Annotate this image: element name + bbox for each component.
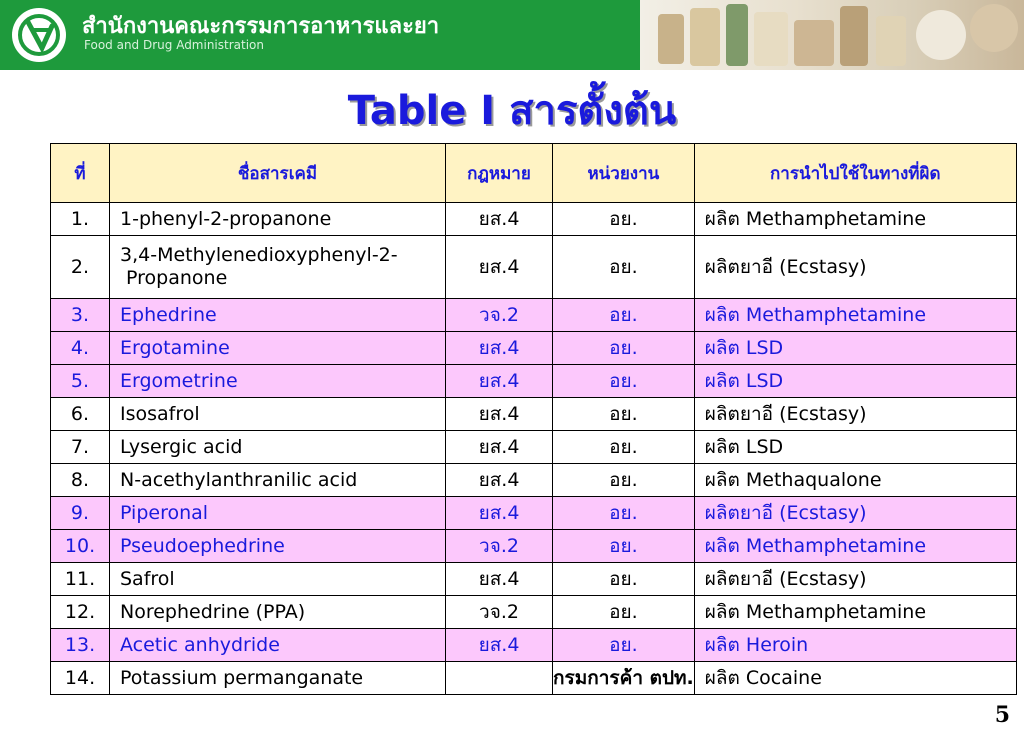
misuse: ผลิต LSD [694, 431, 1016, 464]
table-row-highlighted [51, 365, 1017, 398]
agency: อย. [553, 332, 695, 365]
header-banner [0, 0, 1024, 70]
row-number: 13. [51, 629, 110, 662]
page-number: 5 [994, 702, 1010, 728]
misuse: ผลิต Methaqualone [694, 464, 1016, 497]
misuse: ผลิตยาอี (Ecstasy) [694, 236, 1016, 299]
misuse: ผลิตยาอี (Ecstasy) [694, 563, 1016, 596]
chemical-name: Safrol [110, 563, 446, 596]
header-law: กฎหมาย [446, 144, 553, 203]
agency: อย. [553, 629, 695, 662]
row-number: 11. [51, 563, 110, 596]
table-row [51, 563, 1017, 596]
row-number: 12. [51, 596, 110, 629]
misuse: ผลิต Methamphetamine [694, 530, 1016, 563]
table-row-highlighted [51, 332, 1017, 365]
law-code: วจ.2 [446, 299, 553, 332]
row-number: 14. [51, 662, 110, 695]
table-row-highlighted [51, 497, 1017, 530]
table-row [51, 431, 1017, 464]
law-code: ยส.4 [446, 497, 553, 530]
fda-logo-icon [12, 8, 66, 62]
table-row [51, 203, 1017, 236]
org-name-thai: สำนักงานคณะกรรมการอาหารและยา [82, 14, 440, 39]
row-number: 9. [51, 497, 110, 530]
row-number: 1. [51, 203, 110, 236]
agency: อย. [553, 530, 695, 563]
chemical-name: Ergometrine [110, 365, 446, 398]
row-number: 10. [51, 530, 110, 563]
row-number: 6. [51, 398, 110, 431]
agency: อย. [553, 398, 695, 431]
law-code: ยส.4 [446, 431, 553, 464]
chemical-name: Lysergic acid [110, 431, 446, 464]
agency: อย. [553, 464, 695, 497]
misuse: ผลิต Methamphetamine [694, 203, 1016, 236]
law-code: ยส.4 [446, 332, 553, 365]
chemical-name: 1-phenyl-2-propanone [110, 203, 446, 236]
law-code: ยส.4 [446, 629, 553, 662]
misuse: ผลิต Methamphetamine [694, 299, 1016, 332]
row-number: 7. [51, 431, 110, 464]
table-row [51, 236, 1017, 299]
law-code [446, 662, 553, 695]
medicine-products-image [640, 0, 1024, 70]
agency: อย. [553, 431, 695, 464]
agency: อย. [553, 596, 695, 629]
chemical-name: Ephedrine [110, 299, 446, 332]
row-number: 2. [51, 236, 110, 299]
row-number: 3. [51, 299, 110, 332]
misuse: ผลิต Heroin [694, 629, 1016, 662]
chemical-name: Norephedrine (PPA) [110, 596, 446, 629]
law-code: ยส.4 [446, 464, 553, 497]
row-number: 4. [51, 332, 110, 365]
chemical-name: Pseudoephedrine [110, 530, 446, 563]
table-header-row [51, 144, 1017, 203]
agency: อย. [553, 563, 695, 596]
table-row [51, 464, 1017, 497]
table-row [51, 398, 1017, 431]
table-row [51, 596, 1017, 629]
precursor-table [50, 143, 1017, 695]
law-code: ยส.4 [446, 236, 553, 299]
misuse: ผลิต LSD [694, 365, 1016, 398]
table-row-highlighted [51, 629, 1017, 662]
chemical-name: N-acethylanthranilic acid [110, 464, 446, 497]
misuse: ผลิต LSD [694, 332, 1016, 365]
chemical-name: Ergotamine [110, 332, 446, 365]
law-code: ยส.4 [446, 398, 553, 431]
table-row [51, 662, 1017, 695]
misuse: ผลิต Cocaine [694, 662, 1016, 695]
org-name-english: Food and Drug Administration [84, 38, 264, 52]
header-number: ที่ [51, 144, 110, 203]
agency: อย. [553, 236, 695, 299]
law-code: ยส.4 [446, 203, 553, 236]
table-row-highlighted [51, 299, 1017, 332]
header-agency: หน่วยงาน [553, 144, 695, 203]
law-code: ยส.4 [446, 563, 553, 596]
row-number: 5. [51, 365, 110, 398]
header-misuse: การนำไปใช้ในทางที่ผิด [694, 144, 1016, 203]
chemical-name [110, 236, 446, 299]
row-number: 8. [51, 464, 110, 497]
header-chemical-name: ชื่อสารเคมี [110, 144, 446, 203]
agency: อย. [553, 299, 695, 332]
misuse: ผลิต Methamphetamine [694, 596, 1016, 629]
law-code: วจ.2 [446, 530, 553, 563]
misuse: ผลิตยาอี (Ecstasy) [694, 497, 1016, 530]
chemical-name: Isosafrol [110, 398, 446, 431]
agency: กรมการค้า ตปท. [553, 662, 695, 695]
chemical-name: Potassium permanganate [110, 662, 446, 695]
slide-title: Table I สารตั้งต้น [347, 88, 677, 134]
table-row-highlighted [51, 530, 1017, 563]
agency: อย. [553, 365, 695, 398]
chemical-name-line-2: Propanone [120, 267, 228, 289]
agency: อย. [553, 497, 695, 530]
law-code: ยส.4 [446, 365, 553, 398]
chemical-name-line-1: 3,4-Methylenedioxyphenyl-2- [120, 244, 398, 266]
chemical-name: Piperonal [110, 497, 446, 530]
law-code: วจ.2 [446, 596, 553, 629]
misuse: ผลิตยาอี (Ecstasy) [694, 398, 1016, 431]
agency: อย. [553, 203, 695, 236]
chemical-name: Acetic anhydride [110, 629, 446, 662]
